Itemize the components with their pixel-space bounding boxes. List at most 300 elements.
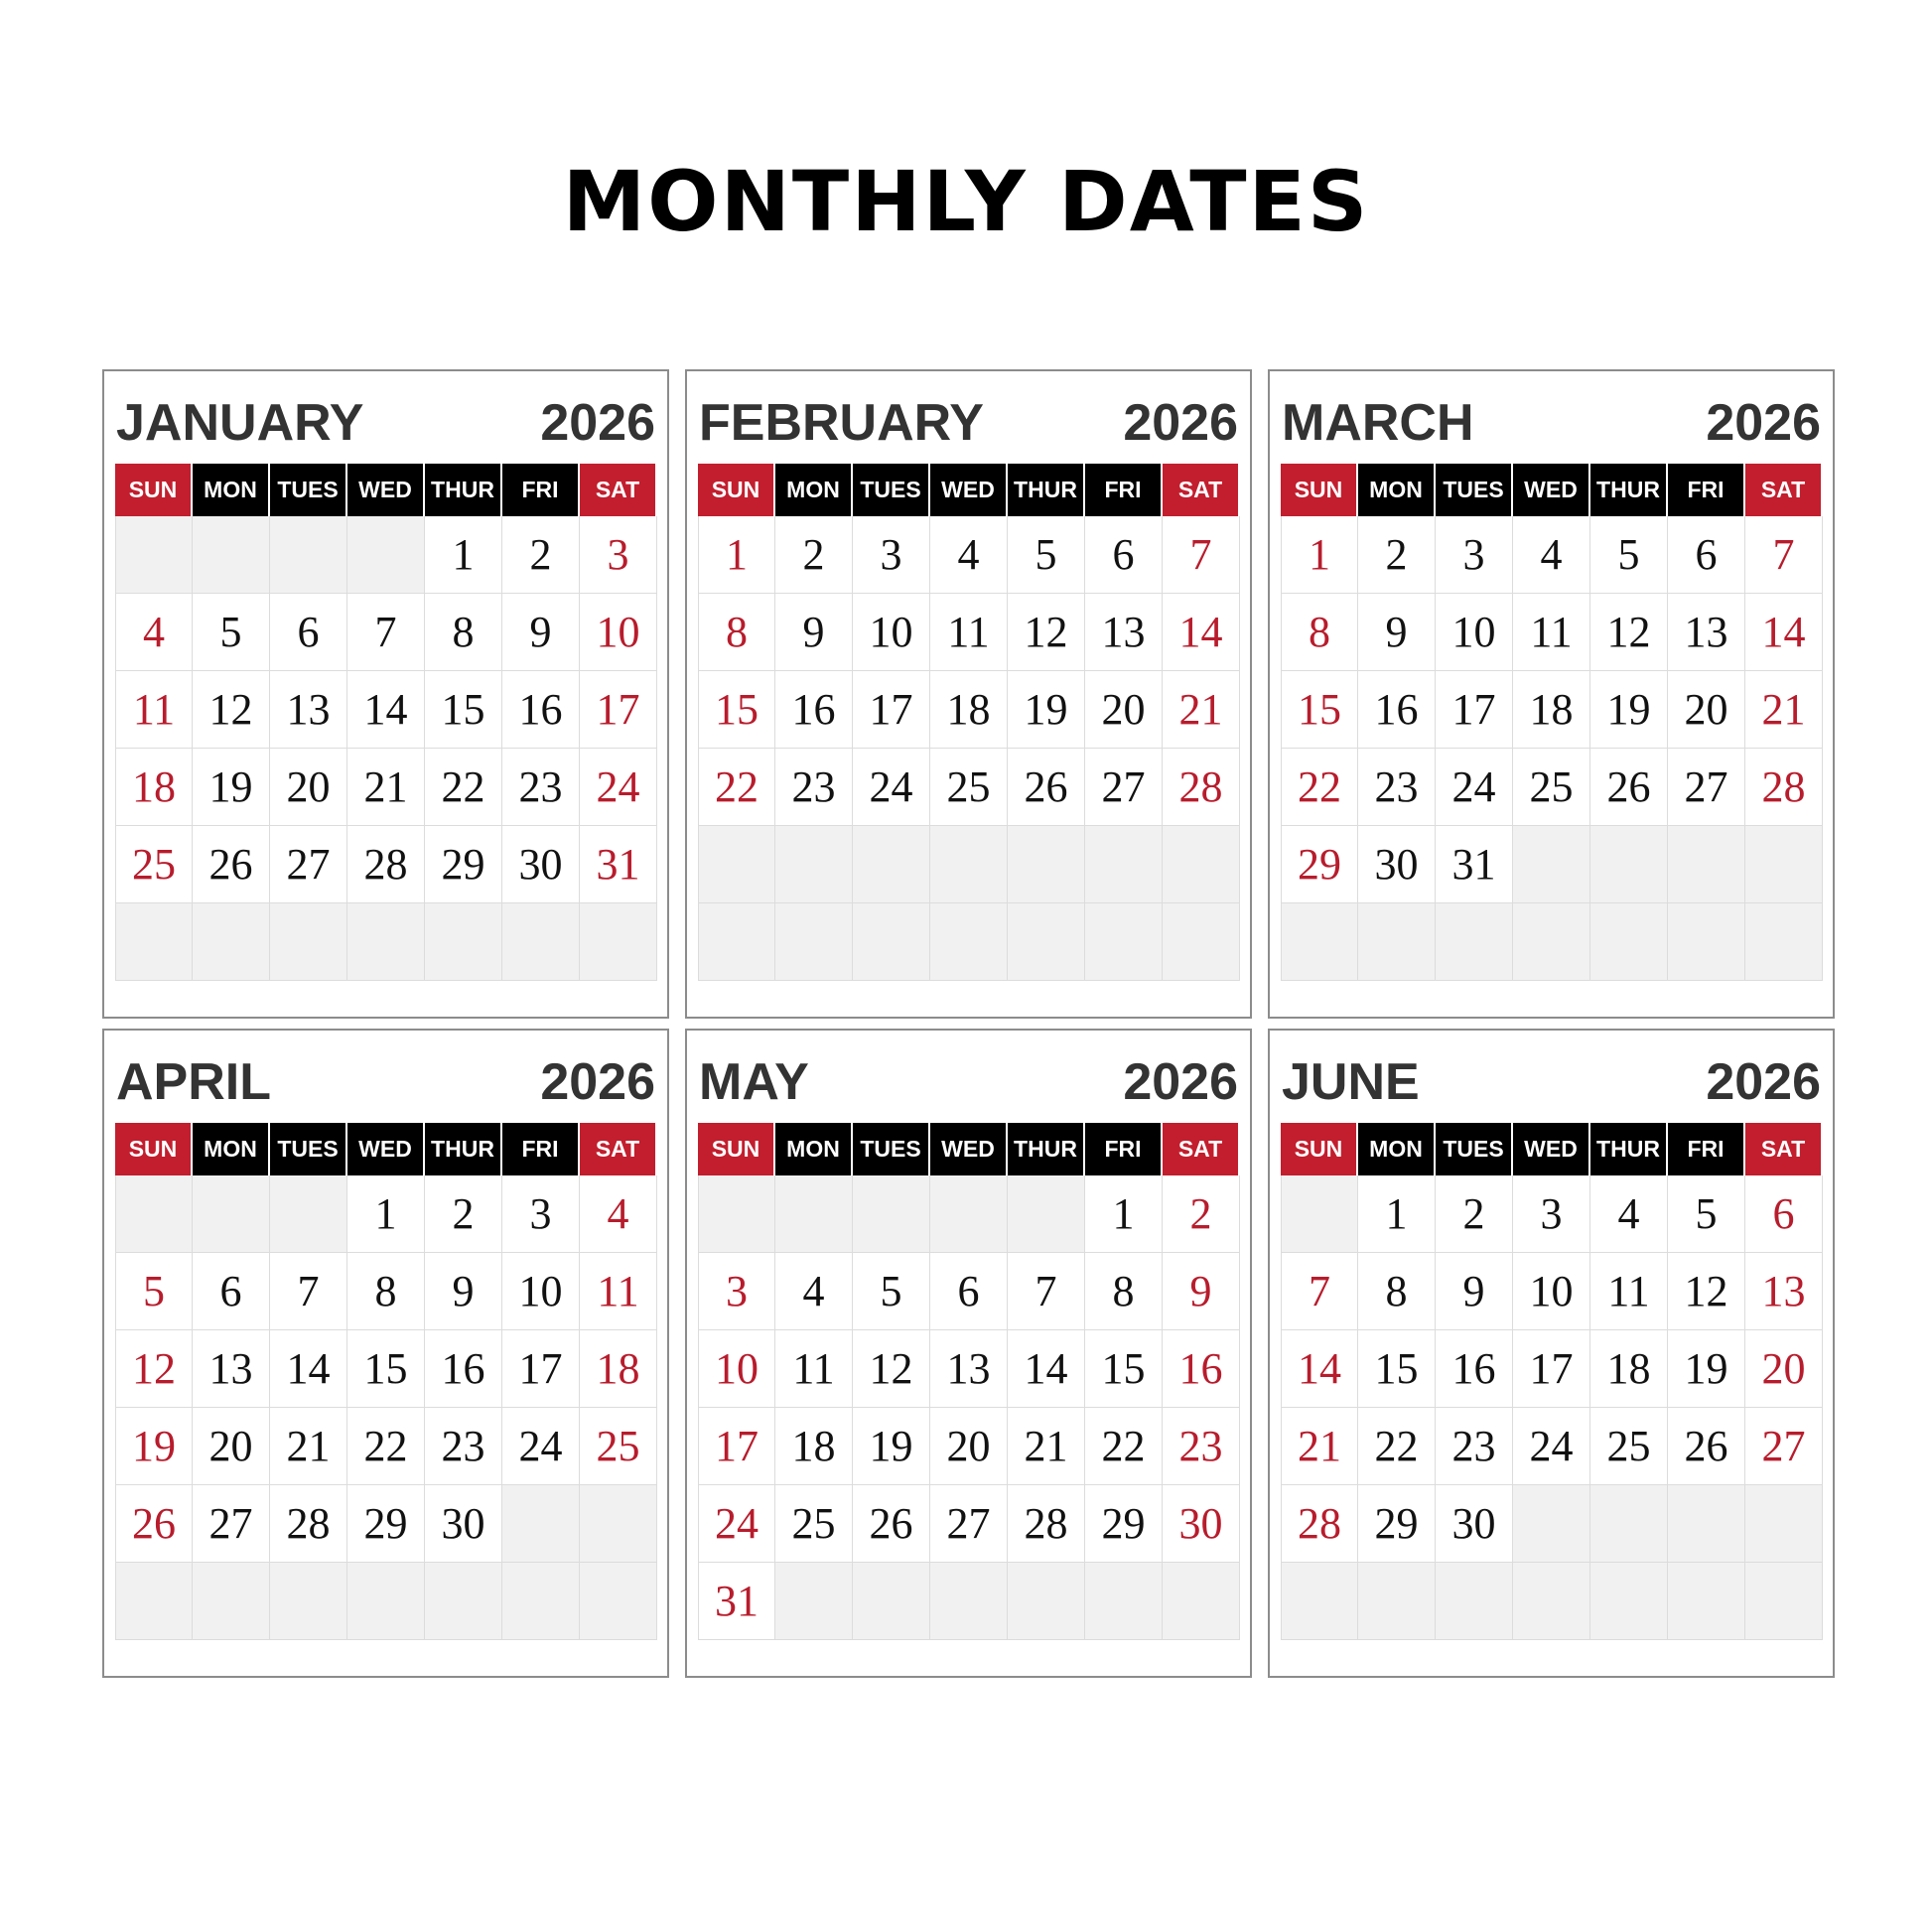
date-cell[interactable]: 19: [1668, 1330, 1745, 1408]
date-cell[interactable]: 6: [930, 1253, 1008, 1330]
date-cell[interactable]: 18: [930, 671, 1008, 749]
empty-date-cell: [1745, 826, 1823, 903]
date-cell[interactable]: 13: [1085, 594, 1163, 671]
date-cell[interactable]: 12: [853, 1330, 930, 1408]
empty-date-cell: [115, 1175, 193, 1253]
date-cell[interactable]: 4: [115, 594, 193, 671]
empty-date-cell: [1513, 826, 1590, 903]
weekday-header-fri: FRI: [1085, 464, 1163, 516]
date-cell[interactable]: 4: [775, 1253, 853, 1330]
date-cell[interactable]: 1: [1358, 1175, 1436, 1253]
date-cell[interactable]: 23: [425, 1408, 502, 1485]
date-cell[interactable]: 19: [1008, 671, 1085, 749]
date-cell[interactable]: 22: [1281, 749, 1358, 826]
date-cell[interactable]: 7: [347, 594, 425, 671]
date-cell[interactable]: 13: [270, 671, 347, 749]
empty-date-cell: [115, 1563, 193, 1640]
weekday-header-sun: SUN: [115, 1123, 193, 1175]
date-cell[interactable]: 4: [1590, 1175, 1668, 1253]
empty-date-cell: [1085, 826, 1163, 903]
empty-date-cell: [698, 1175, 775, 1253]
date-cell[interactable]: 23: [1436, 1408, 1513, 1485]
date-cell[interactable]: 18: [580, 1330, 657, 1408]
empty-date-cell: [853, 903, 930, 981]
date-cell[interactable]: 12: [193, 671, 270, 749]
date-cell[interactable]: 22: [1085, 1408, 1163, 1485]
date-grid: [115, 464, 657, 981]
month-calendar-february: [685, 369, 1252, 1019]
date-cell[interactable]: 1: [347, 1175, 425, 1253]
date-cell[interactable]: 12: [115, 1330, 193, 1408]
year-label: 2026: [540, 1053, 655, 1111]
date-cell[interactable]: 19: [193, 749, 270, 826]
empty-date-cell: [1163, 826, 1240, 903]
date-cell[interactable]: 10: [1436, 594, 1513, 671]
date-cell[interactable]: 7: [270, 1253, 347, 1330]
empty-date-cell: [853, 1563, 930, 1640]
date-cell[interactable]: 15: [1281, 671, 1358, 749]
date-cell[interactable]: 21: [270, 1408, 347, 1485]
date-grid: [115, 1123, 657, 1640]
date-cell[interactable]: 25: [930, 749, 1008, 826]
empty-date-cell: [1281, 1175, 1358, 1253]
date-cell[interactable]: 4: [1513, 516, 1590, 594]
date-cell[interactable]: 26: [115, 1485, 193, 1563]
date-cell[interactable]: 27: [193, 1485, 270, 1563]
date-cell[interactable]: 19: [115, 1408, 193, 1485]
date-cell[interactable]: 15: [1085, 1330, 1163, 1408]
date-cell[interactable]: 16: [1163, 1330, 1240, 1408]
empty-date-cell: [1358, 1563, 1436, 1640]
date-cell[interactable]: 29: [1085, 1485, 1163, 1563]
date-cell[interactable]: 27: [1745, 1408, 1823, 1485]
empty-date-cell: [1590, 903, 1668, 981]
date-cell[interactable]: 21: [1745, 671, 1823, 749]
date-cell[interactable]: 14: [270, 1330, 347, 1408]
date-cell[interactable]: 3: [853, 516, 930, 594]
date-cell[interactable]: 1: [1085, 1175, 1163, 1253]
date-cell[interactable]: 14: [1281, 1330, 1358, 1408]
date-cell[interactable]: 3: [698, 1253, 775, 1330]
empty-date-cell: [1008, 1563, 1085, 1640]
date-cell[interactable]: 22: [1358, 1408, 1436, 1485]
month-calendar-june: [1268, 1029, 1835, 1678]
date-cell[interactable]: 1: [1281, 516, 1358, 594]
empty-date-cell: [1590, 1563, 1668, 1640]
date-cell[interactable]: 6: [270, 594, 347, 671]
date-cell[interactable]: 26: [1590, 749, 1668, 826]
date-cell[interactable]: 2: [502, 516, 580, 594]
date-cell[interactable]: 21: [347, 749, 425, 826]
empty-date-cell: [502, 1563, 580, 1640]
empty-date-cell: [580, 1485, 657, 1563]
date-cell[interactable]: 29: [425, 826, 502, 903]
date-cell[interactable]: 9: [502, 594, 580, 671]
date-cell[interactable]: 5: [193, 594, 270, 671]
date-cell[interactable]: 9: [425, 1253, 502, 1330]
date-cell[interactable]: 25: [1513, 749, 1590, 826]
date-cell[interactable]: 17: [580, 671, 657, 749]
calendar-header: [116, 1052, 655, 1112]
weekday-header-sun: SUN: [698, 464, 775, 516]
empty-date-cell: [115, 903, 193, 981]
date-cell[interactable]: 28: [1163, 749, 1240, 826]
empty-date-cell: [193, 1563, 270, 1640]
date-cell[interactable]: 14: [347, 671, 425, 749]
date-cell[interactable]: 30: [1163, 1485, 1240, 1563]
date-cell[interactable]: 11: [580, 1253, 657, 1330]
date-cell[interactable]: 16: [502, 671, 580, 749]
date-cell[interactable]: 8: [347, 1253, 425, 1330]
date-cell[interactable]: 23: [1358, 749, 1436, 826]
date-cell[interactable]: 16: [775, 671, 853, 749]
weekday-header-wed: WED: [930, 1123, 1008, 1175]
empty-date-cell: [1358, 903, 1436, 981]
date-cell[interactable]: 1: [698, 516, 775, 594]
weekday-header-sat: SAT: [1163, 464, 1240, 516]
empty-date-cell: [698, 826, 775, 903]
empty-date-cell: [698, 903, 775, 981]
date-cell[interactable]: 23: [502, 749, 580, 826]
weekday-header-sat: SAT: [580, 1123, 657, 1175]
weekday-header-wed: WED: [347, 464, 425, 516]
empty-date-cell: [853, 826, 930, 903]
date-cell[interactable]: 28: [1008, 1485, 1085, 1563]
date-cell[interactable]: 12: [1590, 594, 1668, 671]
month-calendar-may: [685, 1029, 1252, 1678]
date-cell[interactable]: 28: [270, 1485, 347, 1563]
empty-date-cell: [1281, 903, 1358, 981]
empty-date-cell: [775, 903, 853, 981]
date-cell[interactable]: 8: [1358, 1253, 1436, 1330]
date-cell[interactable]: 5: [1668, 1175, 1745, 1253]
page-title: MONTHLY DATES: [562, 153, 1370, 250]
year-label: 2026: [1706, 1053, 1821, 1111]
date-cell[interactable]: 3: [1436, 516, 1513, 594]
weekday-header-wed: WED: [1513, 464, 1590, 516]
date-cell[interactable]: 20: [193, 1408, 270, 1485]
weekday-header-thur: THUR: [425, 1123, 502, 1175]
date-cell[interactable]: 20: [270, 749, 347, 826]
date-cell[interactable]: 9: [1436, 1253, 1513, 1330]
date-cell[interactable]: 3: [502, 1175, 580, 1253]
empty-date-cell: [1436, 1563, 1513, 1640]
weekday-header-sun: SUN: [115, 464, 193, 516]
date-cell[interactable]: 2: [775, 516, 853, 594]
empty-date-cell: [930, 826, 1008, 903]
date-cell[interactable]: 10: [580, 594, 657, 671]
date-cell[interactable]: 27: [1085, 749, 1163, 826]
date-cell[interactable]: 8: [1281, 594, 1358, 671]
month-name: MARCH: [1282, 394, 1474, 452]
weekday-header-fri: FRI: [1085, 1123, 1163, 1175]
date-cell[interactable]: 16: [425, 1330, 502, 1408]
date-cell[interactable]: 15: [698, 671, 775, 749]
weekday-header-mon: MON: [193, 464, 270, 516]
date-cell[interactable]: 24: [502, 1408, 580, 1485]
date-cell[interactable]: 24: [580, 749, 657, 826]
date-cell[interactable]: 11: [1590, 1253, 1668, 1330]
date-cell[interactable]: 28: [1281, 1485, 1358, 1563]
empty-date-cell: [1745, 903, 1823, 981]
empty-date-cell: [347, 516, 425, 594]
date-cell[interactable]: 24: [853, 749, 930, 826]
date-cell[interactable]: 16: [1436, 1330, 1513, 1408]
date-cell[interactable]: 20: [1085, 671, 1163, 749]
date-cell[interactable]: 9: [1358, 594, 1436, 671]
weekday-header-sat: SAT: [1745, 1123, 1823, 1175]
empty-date-cell: [270, 1175, 347, 1253]
weekday-header-fri: FRI: [502, 1123, 580, 1175]
calendar-header: [1282, 393, 1821, 453]
date-cell[interactable]: 21: [1163, 671, 1240, 749]
date-cell[interactable]: 17: [698, 1408, 775, 1485]
empty-date-cell: [193, 1175, 270, 1253]
date-cell[interactable]: 10: [1513, 1253, 1590, 1330]
date-cell[interactable]: 11: [115, 671, 193, 749]
empty-date-cell: [1163, 903, 1240, 981]
date-cell[interactable]: 25: [115, 826, 193, 903]
calendar-header: [699, 1052, 1238, 1112]
weekday-header-fri: FRI: [502, 464, 580, 516]
date-cell[interactable]: 2: [1436, 1175, 1513, 1253]
calendar-header: [1282, 1052, 1821, 1112]
date-cell[interactable]: 15: [1358, 1330, 1436, 1408]
date-cell[interactable]: 11: [930, 594, 1008, 671]
date-cell[interactable]: 27: [270, 826, 347, 903]
empty-date-cell: [1163, 1563, 1240, 1640]
date-cell[interactable]: 1: [425, 516, 502, 594]
date-cell[interactable]: 4: [580, 1175, 657, 1253]
date-cell[interactable]: 13: [1745, 1253, 1823, 1330]
date-cell[interactable]: 6: [193, 1253, 270, 1330]
year-label: 2026: [1706, 394, 1821, 452]
weekday-header-tues: TUES: [853, 1123, 930, 1175]
date-cell[interactable]: 30: [1358, 826, 1436, 903]
date-cell[interactable]: 8: [425, 594, 502, 671]
empty-date-cell: [1008, 826, 1085, 903]
empty-date-cell: [1590, 1485, 1668, 1563]
date-cell[interactable]: 14: [1008, 1330, 1085, 1408]
date-cell[interactable]: 28: [347, 826, 425, 903]
date-cell[interactable]: 30: [1436, 1485, 1513, 1563]
empty-date-cell: [1008, 1175, 1085, 1253]
date-cell[interactable]: 11: [775, 1330, 853, 1408]
date-cell[interactable]: 6: [1745, 1175, 1823, 1253]
weekday-header-fri: FRI: [1668, 464, 1745, 516]
date-cell[interactable]: 5: [1008, 516, 1085, 594]
year-label: 2026: [1123, 394, 1238, 452]
empty-date-cell: [930, 903, 1008, 981]
date-cell[interactable]: 26: [1008, 749, 1085, 826]
empty-date-cell: [115, 516, 193, 594]
date-cell[interactable]: 4: [930, 516, 1008, 594]
date-cell[interactable]: 24: [698, 1485, 775, 1563]
date-cell[interactable]: 8: [698, 594, 775, 671]
date-cell[interactable]: 2: [1163, 1175, 1240, 1253]
weekday-header-sun: SUN: [1281, 464, 1358, 516]
date-cell[interactable]: 29: [1281, 826, 1358, 903]
month-calendar-march: [1268, 369, 1835, 1019]
date-cell[interactable]: 7: [1008, 1253, 1085, 1330]
empty-date-cell: [193, 516, 270, 594]
date-cell[interactable]: 27: [1668, 749, 1745, 826]
date-cell[interactable]: 29: [347, 1485, 425, 1563]
date-cell[interactable]: 9: [1163, 1253, 1240, 1330]
date-cell[interactable]: 5: [853, 1253, 930, 1330]
year-label: 2026: [1123, 1053, 1238, 1111]
date-cell[interactable]: 31: [1436, 826, 1513, 903]
date-cell[interactable]: 6: [1085, 516, 1163, 594]
weekday-header-fri: FRI: [1668, 1123, 1745, 1175]
date-cell[interactable]: 26: [1668, 1408, 1745, 1485]
date-cell[interactable]: 7: [1745, 516, 1823, 594]
date-cell[interactable]: 20: [1745, 1330, 1823, 1408]
month-name: FEBRUARY: [699, 394, 984, 452]
empty-date-cell: [502, 1485, 580, 1563]
weekday-header-mon: MON: [1358, 464, 1436, 516]
date-cell[interactable]: 28: [1745, 749, 1823, 826]
empty-date-cell: [1436, 903, 1513, 981]
empty-date-cell: [193, 903, 270, 981]
month-name: MAY: [699, 1053, 809, 1111]
date-cell[interactable]: 20: [930, 1408, 1008, 1485]
date-cell[interactable]: 15: [347, 1330, 425, 1408]
empty-date-cell: [1668, 826, 1745, 903]
empty-date-cell: [1745, 1485, 1823, 1563]
date-cell[interactable]: 19: [1590, 671, 1668, 749]
date-cell[interactable]: 30: [425, 1485, 502, 1563]
month-calendar-january: [102, 369, 669, 1019]
date-cell[interactable]: 18: [775, 1408, 853, 1485]
date-cell[interactable]: 10: [698, 1330, 775, 1408]
empty-date-cell: [930, 1175, 1008, 1253]
weekday-header-mon: MON: [193, 1123, 270, 1175]
empty-date-cell: [270, 1563, 347, 1640]
date-cell[interactable]: 31: [580, 826, 657, 903]
date-cell[interactable]: 7: [1163, 516, 1240, 594]
date-cell[interactable]: 31: [698, 1563, 775, 1640]
weekday-header-wed: WED: [930, 464, 1008, 516]
date-cell[interactable]: 18: [1590, 1330, 1668, 1408]
empty-date-cell: [930, 1563, 1008, 1640]
date-cell[interactable]: 12: [1668, 1253, 1745, 1330]
empty-date-cell: [1668, 1485, 1745, 1563]
empty-date-cell: [1281, 1563, 1358, 1640]
date-cell[interactable]: 22: [425, 749, 502, 826]
calendar-header: [699, 393, 1238, 453]
empty-date-cell: [1085, 903, 1163, 981]
date-cell[interactable]: 13: [1668, 594, 1745, 671]
date-cell[interactable]: 26: [853, 1485, 930, 1563]
date-cell[interactable]: 25: [775, 1485, 853, 1563]
empty-date-cell: [1513, 1563, 1590, 1640]
year-label: 2026: [540, 394, 655, 452]
weekday-header-sat: SAT: [580, 464, 657, 516]
weekday-header-thur: THUR: [1590, 1123, 1668, 1175]
weekday-header-thur: THUR: [1008, 1123, 1085, 1175]
date-cell[interactable]: 5: [1590, 516, 1668, 594]
date-cell[interactable]: 12: [1008, 594, 1085, 671]
date-cell[interactable]: 15: [425, 671, 502, 749]
date-cell[interactable]: 23: [775, 749, 853, 826]
date-cell[interactable]: 13: [930, 1330, 1008, 1408]
weekday-header-sun: SUN: [1281, 1123, 1358, 1175]
empty-date-cell: [1513, 903, 1590, 981]
empty-date-cell: [425, 903, 502, 981]
date-cell[interactable]: 18: [115, 749, 193, 826]
date-cell[interactable]: 13: [193, 1330, 270, 1408]
date-cell[interactable]: 24: [1513, 1408, 1590, 1485]
date-cell[interactable]: 2: [1358, 516, 1436, 594]
weekday-header-thur: THUR: [1590, 464, 1668, 516]
date-cell[interactable]: 2: [425, 1175, 502, 1253]
date-cell[interactable]: 14: [1163, 594, 1240, 671]
date-cell[interactable]: 5: [115, 1253, 193, 1330]
empty-date-cell: [580, 903, 657, 981]
date-cell[interactable]: 17: [1436, 671, 1513, 749]
empty-date-cell: [347, 1563, 425, 1640]
weekday-header-tues: TUES: [853, 464, 930, 516]
date-cell[interactable]: 17: [853, 671, 930, 749]
date-cell[interactable]: 6: [1668, 516, 1745, 594]
month-name: APRIL: [116, 1053, 271, 1111]
date-cell[interactable]: 19: [853, 1408, 930, 1485]
date-cell[interactable]: 17: [502, 1330, 580, 1408]
weekday-header-thur: THUR: [425, 464, 502, 516]
date-cell[interactable]: 10: [853, 594, 930, 671]
empty-date-cell: [347, 903, 425, 981]
date-cell[interactable]: 18: [1513, 671, 1590, 749]
weekday-header-wed: WED: [1513, 1123, 1590, 1175]
date-cell[interactable]: 7: [1281, 1253, 1358, 1330]
date-cell[interactable]: 22: [698, 749, 775, 826]
empty-date-cell: [775, 826, 853, 903]
date-cell[interactable]: 16: [1358, 671, 1436, 749]
date-grid: [1281, 464, 1823, 981]
date-cell[interactable]: 29: [1358, 1485, 1436, 1563]
date-cell[interactable]: 11: [1513, 594, 1590, 671]
weekday-header-mon: MON: [1358, 1123, 1436, 1175]
empty-date-cell: [1008, 903, 1085, 981]
date-cell[interactable]: 21: [1281, 1408, 1358, 1485]
weekday-header-sat: SAT: [1745, 464, 1823, 516]
date-cell[interactable]: 14: [1745, 594, 1823, 671]
date-cell[interactable]: 8: [1085, 1253, 1163, 1330]
date-cell[interactable]: 25: [1590, 1408, 1668, 1485]
weekday-header-sat: SAT: [1163, 1123, 1240, 1175]
weekday-header-mon: MON: [775, 464, 853, 516]
date-cell[interactable]: 10: [502, 1253, 580, 1330]
date-cell[interactable]: 9: [775, 594, 853, 671]
date-cell[interactable]: 24: [1436, 749, 1513, 826]
empty-date-cell: [853, 1175, 930, 1253]
date-cell[interactable]: 21: [1008, 1408, 1085, 1485]
date-cell[interactable]: 20: [1668, 671, 1745, 749]
date-cell[interactable]: 25: [580, 1408, 657, 1485]
date-cell[interactable]: 3: [580, 516, 657, 594]
date-cell[interactable]: 3: [1513, 1175, 1590, 1253]
date-cell[interactable]: 23: [1163, 1408, 1240, 1485]
date-cell[interactable]: 17: [1513, 1330, 1590, 1408]
date-cell[interactable]: 30: [502, 826, 580, 903]
date-cell[interactable]: 27: [930, 1485, 1008, 1563]
date-cell[interactable]: 26: [193, 826, 270, 903]
calendar-header: [116, 393, 655, 453]
weekday-header-tues: TUES: [1436, 1123, 1513, 1175]
date-cell[interactable]: 22: [347, 1408, 425, 1485]
weekday-header-tues: TUES: [270, 464, 347, 516]
